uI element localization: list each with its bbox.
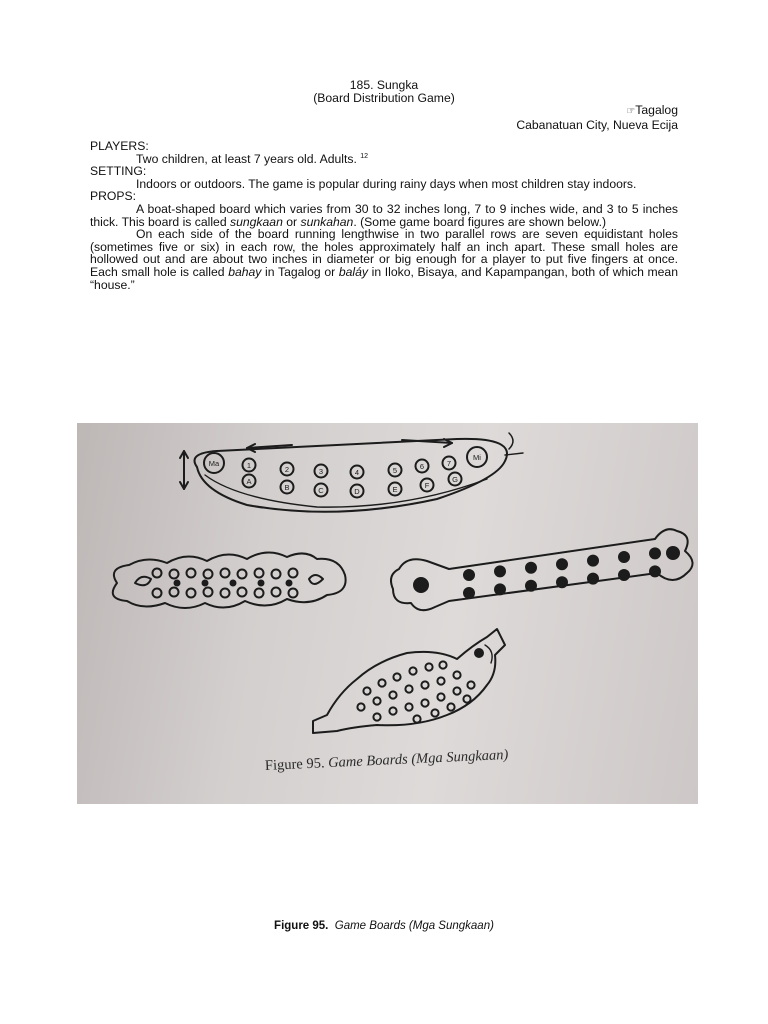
players-text: [90, 153, 678, 166]
flower-board-hole: [289, 569, 298, 578]
place: Cabanatuan City, Nueva Ecija: [516, 117, 678, 132]
term-bahay: bahay: [228, 264, 262, 279]
players-heading: PLAYERS:: [90, 139, 149, 153]
figure-caption-label: Figure 95.: [274, 920, 329, 932]
fish-board-hole: [373, 697, 380, 704]
boat-hole-label: 1: [246, 461, 252, 470]
flower-board-hole: [272, 570, 281, 579]
props-paragraph-1: [90, 203, 678, 228]
stick-board-hole: [526, 563, 536, 573]
stick-board-hole: [495, 584, 505, 594]
flower-board-hole: [204, 588, 213, 597]
fish-board-hole: [363, 687, 370, 694]
flower-board-seed: [203, 581, 208, 586]
stick-board-hole: [650, 566, 660, 576]
stick-board-hole: [526, 581, 536, 591]
fish-board-hole: [357, 703, 364, 710]
boat-hole-label: B: [284, 483, 290, 492]
setting-heading: SETTING:: [90, 164, 147, 179]
fish-board-hole: [413, 715, 420, 722]
fish-board-eye: [475, 649, 483, 657]
fish-board-hole: [437, 677, 444, 684]
fish-board-hole: [467, 681, 474, 688]
language: Tagalog: [635, 103, 678, 117]
props-heading: PROPS:: [90, 189, 137, 204]
boat-hole-label: G: [452, 475, 458, 484]
stick-board-hole: [464, 588, 474, 598]
props-p2-b: in Tagalog or: [261, 264, 339, 279]
page-subtitle: (Board Distribution Game): [313, 91, 455, 105]
term-sungkaan: sungkaan: [230, 214, 283, 229]
fish-board-hole: [431, 709, 438, 716]
fish-board-hole: [389, 691, 396, 698]
photo-caption-prefix: Figure 95.: [264, 755, 329, 774]
fish-board-hole: [373, 713, 380, 720]
props-p1-b: or: [282, 214, 301, 229]
boat-hole-label: D: [354, 487, 360, 496]
flower-board-hole: [187, 589, 196, 598]
origin-block: [516, 104, 678, 131]
document-body: [90, 140, 678, 291]
props-p1-c: . (Some game board figures are shown below.): [353, 214, 607, 229]
stick-board-hole: [557, 577, 567, 587]
flower-board-hole: [187, 569, 196, 578]
stick-board-hole: [619, 552, 629, 562]
flower-board-hole: [204, 570, 213, 579]
fish-board-hole: [425, 663, 432, 670]
players-text-content: Two children, at least 7 years old. Adults.: [136, 151, 361, 166]
stick-board-hole: [588, 556, 598, 566]
stick-board-hole: [650, 548, 660, 558]
flower-board-hole: [153, 569, 162, 578]
footnote-marker: 12: [360, 152, 369, 160]
flower-board-seed: [287, 581, 292, 586]
term-balay: baláy: [338, 264, 368, 279]
fish-board-hole: [421, 681, 428, 688]
fish-board-hole: [453, 687, 460, 694]
flower-board-hole: [255, 589, 264, 598]
flower-board-seed: [259, 581, 264, 586]
fish-board-hole: [405, 685, 412, 692]
boat-hole-label: 7: [446, 459, 452, 468]
page-title-block: [0, 79, 768, 105]
flower-board-hole: [170, 588, 179, 597]
fish-board-hole: [439, 661, 446, 668]
stick-board-hole: [588, 574, 598, 584]
figure-caption: [0, 920, 768, 933]
boat-hole-label: 3: [318, 467, 324, 476]
flower-board-hole: [221, 569, 230, 578]
flower-board-hole: [238, 570, 247, 579]
props-paragraph-2: [90, 228, 678, 291]
flower-board-hole: [289, 589, 298, 598]
game-boards-photo: [77, 423, 698, 804]
fish-board-hole: [453, 671, 460, 678]
boat-hole-label: 4: [354, 468, 360, 477]
boat-hole-label: 6: [419, 462, 425, 471]
fish-board-hole: [463, 695, 470, 702]
props-p1-a: A boat-shaped board which varies from 30 to 32 inches long, 7 to 9 inches wide, and 3 to 5 inches thick. This board is called: [90, 201, 678, 229]
fish-board-hole: [447, 703, 454, 710]
fish-board-hole: [405, 703, 412, 710]
boat-hole-label: Ma: [208, 459, 220, 468]
fish-board-hole: [409, 667, 416, 674]
flower-board-hole: [170, 570, 179, 579]
stick-board-hole: [495, 566, 505, 576]
stick-board-store: [414, 578, 428, 592]
photo-caption-italic: Game Boards (Mga Sungkaan): [327, 746, 509, 772]
setting-text: Indoors or outdoors. The game is popular during rainy days when most children stay indoors.: [136, 176, 637, 191]
flower-board-hole: [272, 588, 281, 597]
fish-board-hole: [389, 707, 396, 714]
flower-board-seed: [175, 581, 180, 586]
stick-board-hole: [557, 559, 567, 569]
props-p2-c: in Iloko, Bisaya, and Kapampangan, both of which mean “house.”: [90, 264, 678, 292]
term-sunkahan: sunkahan: [300, 214, 354, 229]
boat-hole-label: A: [246, 477, 252, 486]
boat-hole-label: 2: [284, 465, 290, 474]
boat-hole-label: Mi: [473, 453, 481, 462]
boat-hole-label: 5: [392, 466, 398, 475]
flower-board-seed: [231, 581, 236, 586]
fish-board-hole: [378, 679, 385, 686]
boat-hole-label: C: [318, 486, 324, 495]
stick-board-illustration: [391, 529, 693, 610]
game-boards-drawing: [77, 423, 698, 804]
stick-board-store: [667, 547, 679, 559]
stick-board-hole: [619, 570, 629, 580]
flower-board-hole: [238, 588, 247, 597]
flower-board-hole: [221, 589, 230, 598]
page-title: 185. Sungka: [349, 78, 419, 92]
fish-board-hole: [393, 673, 400, 680]
stick-board-hole: [464, 570, 474, 580]
flower-board-hole: [153, 589, 162, 598]
fish-board-hole: [437, 693, 444, 700]
fish-board-illustration: [313, 629, 505, 733]
language-line: [516, 104, 678, 119]
figure-caption-text: Game Boards (Mga Sungkaan): [334, 920, 494, 932]
boat-hole-label: E: [392, 485, 398, 494]
flower-board-hole: [255, 569, 264, 578]
boat-hole-label: F: [424, 481, 430, 490]
flower-board-illustration: [113, 552, 346, 608]
pointing-hand-icon: ☞: [626, 106, 636, 117]
props-p2-a: On each side of the board running lengthwise in two parallel rows are seven equidistant holes (sometimes five or six) in each row, the holes approximately half an inch apart. These small holes are hollowed out and are about two inches in diameter or big enough for a player to put five fingers at once. Each small hole is called: [90, 227, 678, 279]
fish-board-hole: [421, 699, 428, 706]
